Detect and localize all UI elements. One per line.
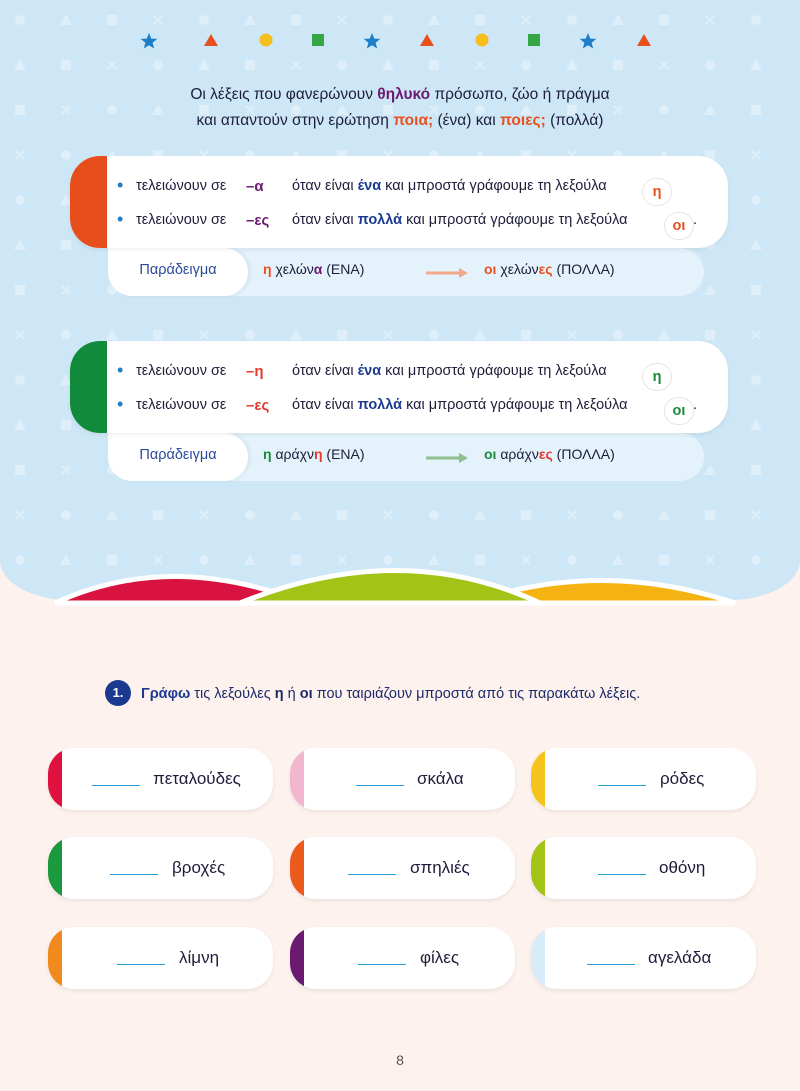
pattern-shape — [566, 59, 578, 70]
answer-blank[interactable] — [598, 785, 646, 786]
pattern-shape — [521, 330, 531, 340]
word-card[interactable] — [48, 837, 273, 899]
ending-i: –η — [246, 363, 264, 380]
pattern-shape — [567, 15, 577, 25]
example-label: Παράδειγμα — [108, 248, 248, 296]
pattern-shape — [338, 16, 346, 24]
pattern-shape — [106, 329, 118, 340]
triangle-icon — [203, 32, 219, 48]
pattern-shape — [62, 466, 70, 474]
card-stripe — [48, 927, 62, 989]
pattern-shape — [15, 195, 25, 205]
pattern-shape — [292, 61, 300, 69]
pattern-shape — [751, 15, 761, 25]
pattern-shape — [245, 510, 255, 520]
pattern-shape — [290, 509, 302, 520]
pattern-shape — [705, 510, 715, 520]
pattern-shape — [337, 60, 347, 70]
article-circle: οι — [664, 397, 694, 425]
pattern-shape — [750, 419, 762, 430]
bullet-icon: • — [117, 394, 124, 414]
answer-blank[interactable] — [598, 874, 646, 875]
circle-icon — [258, 32, 274, 48]
pattern-shape — [153, 60, 163, 70]
pattern-shape — [429, 510, 439, 520]
answer-blank[interactable] — [110, 874, 158, 875]
pattern-shape — [752, 331, 760, 339]
answer-blank[interactable] — [117, 964, 165, 965]
pattern-shape — [15, 375, 25, 385]
pattern-shape — [154, 16, 162, 24]
pattern-shape — [199, 15, 209, 25]
pattern-shape — [659, 15, 669, 25]
answer-blank[interactable] — [587, 964, 635, 965]
pattern-shape — [474, 509, 486, 520]
pattern-shape — [751, 195, 761, 205]
answer-blank[interactable] — [358, 964, 406, 965]
pattern-shape — [245, 60, 255, 70]
pattern-shape — [244, 14, 256, 25]
pattern-shape — [568, 331, 576, 339]
word-label: σκάλα — [417, 769, 464, 788]
pattern-shape — [705, 60, 715, 70]
pattern-shape — [429, 60, 439, 70]
pattern-shape — [613, 60, 623, 70]
word-label: λίμνη — [179, 948, 220, 967]
star-icon — [140, 32, 158, 50]
pattern-shape — [337, 330, 347, 340]
pattern-shape — [522, 16, 530, 24]
example-plural: οι αράχνες (ΠΟΛΛΑ) — [484, 446, 615, 462]
arrow-right-icon — [426, 268, 468, 278]
arrow-right-icon — [426, 453, 468, 463]
ending-a: –α — [246, 178, 264, 195]
pattern-shape — [60, 14, 72, 25]
word-label: αγελάδα — [648, 948, 712, 967]
rule-stripe — [70, 156, 107, 248]
word-card[interactable] — [531, 927, 756, 989]
pattern-shape — [751, 465, 761, 475]
triangle-icon — [636, 32, 652, 48]
example-singular: η αράχνη (ΕΝΑ) — [263, 446, 365, 462]
answer-blank[interactable] — [356, 785, 404, 786]
card-stripe — [48, 837, 62, 899]
pattern-shape — [658, 509, 670, 520]
pattern-shape — [752, 511, 760, 519]
answer-blank[interactable] — [348, 874, 396, 875]
word-label: πεταλούδες — [153, 769, 241, 788]
intro-line-1: Οι λέξεις που φανερώνουν θηλυκό πρόσωπο, ζώο ή πράγμα — [190, 86, 610, 103]
exercise-text: Γράφω τις λεξούλες η ή οι που ταιριάζουν μπροστά από τις παρακάτω λέξεις. — [141, 686, 641, 702]
word-label: ρόδες — [660, 769, 705, 788]
pattern-shape — [384, 331, 392, 339]
word-label: σπηλιές — [410, 858, 470, 877]
pattern-shape — [751, 285, 761, 295]
word-card[interactable] — [48, 748, 273, 810]
card-stripe — [531, 837, 545, 899]
article-circle: η — [642, 178, 672, 206]
pattern-shape — [107, 15, 117, 25]
star-icon — [363, 32, 381, 50]
pattern-shape — [15, 15, 25, 25]
word-card[interactable] — [290, 837, 515, 899]
article-circle: οι — [664, 212, 694, 240]
pattern-shape — [15, 285, 25, 295]
example-label: Παράδειγμα — [108, 433, 248, 481]
pattern-shape — [704, 284, 716, 295]
card-stripe — [290, 927, 304, 989]
word-label: φίλες — [420, 948, 460, 967]
ending-es: –ες — [246, 397, 270, 414]
pattern-shape — [429, 330, 439, 340]
square-icon — [310, 32, 326, 48]
pattern-shape — [660, 61, 668, 69]
pattern-shape — [62, 286, 70, 294]
word-card[interactable] — [48, 927, 273, 989]
decorative-shapes-row — [140, 32, 660, 52]
intro-line-2: και απαντούν στην ερώτηση ποια; (ένα) και ποιες; (πολλά) — [196, 112, 604, 129]
intro-text — [0, 82, 800, 134]
pattern-shape — [613, 510, 623, 520]
pattern-shape — [16, 331, 24, 339]
pattern-shape — [521, 60, 531, 70]
example-box-2 — [108, 433, 704, 481]
example-plural: οι χελώνες (ΠΟΛΛΑ) — [484, 261, 615, 277]
word-card[interactable] — [290, 748, 515, 810]
star-icon — [579, 32, 597, 50]
pattern-shape — [704, 464, 716, 475]
pattern-shape — [14, 239, 26, 250]
pattern-shape — [14, 59, 26, 70]
example-box-1 — [108, 248, 704, 296]
exercise-number-badge: 1. — [105, 680, 131, 706]
pattern-shape — [750, 59, 762, 70]
ending-es: –ες — [246, 212, 270, 229]
pattern-shape — [521, 510, 531, 520]
pattern-shape — [153, 330, 163, 340]
pattern-shape — [61, 510, 71, 520]
pattern-shape — [475, 15, 485, 25]
triangle-icon — [419, 32, 435, 48]
arc-green — [240, 571, 540, 604]
question-which-singular: ποια; — [393, 112, 434, 129]
question-which-plural: ποιες; — [499, 112, 546, 129]
pattern-shape — [428, 14, 440, 25]
card-stripe — [290, 748, 304, 810]
word-label: οθόνη — [659, 858, 706, 877]
rule-card-1: • τελειώνουν σε –α όταν είναι ένα και μπροστά γράφουμε τη λεξούλα η • τελειώνουν σε –ες όταν είναι πολλά και μπροστά γράφουμε τη λεξούλα οι . — [70, 156, 728, 248]
word-card[interactable] — [290, 927, 515, 989]
pattern-shape — [658, 329, 670, 340]
pattern-shape — [153, 510, 163, 520]
square-icon — [526, 32, 542, 48]
pattern-shape — [290, 329, 302, 340]
card-stripe — [531, 748, 545, 810]
circle-icon — [474, 32, 490, 48]
pattern-shape — [15, 465, 25, 475]
pattern-shape — [61, 60, 71, 70]
pattern-shape — [200, 331, 208, 339]
pattern-shape — [61, 330, 71, 340]
pattern-shape — [612, 14, 624, 25]
pattern-shape — [476, 61, 484, 69]
pattern-shape — [751, 375, 761, 385]
pattern-shape — [200, 511, 208, 519]
pattern-shape — [16, 151, 24, 159]
pattern-shape — [384, 511, 392, 519]
page-number: 8 — [396, 1052, 404, 1068]
pattern-shape — [14, 419, 26, 430]
example-singular: η χελώνα (ΕΝΑ) — [263, 261, 365, 277]
word-card[interactable] — [531, 748, 756, 810]
card-stripe — [290, 837, 304, 899]
pattern-shape — [16, 511, 24, 519]
article-circle: η — [642, 363, 672, 391]
keyword-feminine: θηλυκό — [377, 86, 431, 103]
rule-stripe — [70, 341, 107, 433]
pattern-shape — [108, 61, 116, 69]
pattern-shape — [198, 59, 210, 70]
decorative-arcs — [0, 548, 800, 608]
word-card[interactable] — [531, 837, 756, 899]
pattern-shape — [568, 511, 576, 519]
pattern-shape — [383, 15, 393, 25]
card-stripe — [48, 748, 62, 810]
pattern-shape — [382, 59, 394, 70]
pattern-shape — [474, 329, 486, 340]
pattern-shape — [291, 15, 301, 25]
pattern-shape — [705, 330, 715, 340]
bullet-icon: • — [117, 175, 124, 195]
word-label: βροχές — [172, 858, 226, 877]
pattern-shape — [750, 239, 762, 250]
pattern-shape — [337, 510, 347, 520]
bullet-icon: • — [117, 209, 124, 229]
card-stripe — [531, 927, 545, 989]
pattern-shape — [245, 330, 255, 340]
pattern-shape — [706, 16, 714, 24]
pattern-shape — [613, 330, 623, 340]
bullet-icon: • — [117, 360, 124, 380]
pattern-shape — [752, 151, 760, 159]
pattern-shape — [106, 509, 118, 520]
rule-card-2: • τελειώνουν σε –η όταν είναι ένα και μπροστά γράφουμε τη λεξούλα η • τελειώνουν σε –ες όταν είναι πολλά και μπροστά γράφουμε τη λεξούλα οι . — [70, 341, 728, 433]
answer-blank[interactable] — [92, 785, 140, 786]
